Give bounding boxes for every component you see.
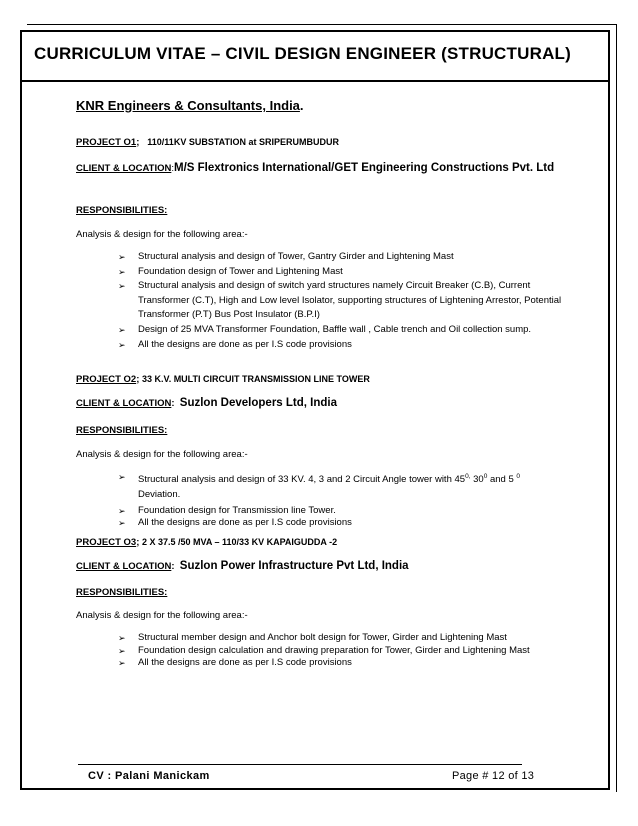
arrowhead-bullet-icon: ➢ [118,339,126,350]
project-1-label: PROJECT O1 [76,137,137,148]
project-3-client [76,560,409,572]
arrowhead-bullet-icon: ➢ [118,266,126,277]
project-3-intro: Analysis & design for the following area:- [76,610,248,621]
project-2-label: PROJECT O2 [76,374,137,385]
project-2-bullet-list [118,470,588,531]
project-3-bullet-list [118,632,588,670]
list-item: ➢ Foundation design for Transmission line Tower. [118,504,588,519]
list-item: ➢ Foundation design of Tower and Lightening Mast [118,265,588,280]
company-suffix: . [299,98,304,113]
title-divider [20,80,610,82]
project-3-heading [76,537,337,548]
list-item: ➢ Structural analysis and design of switch yard structures namely Circuit Breaker (C.B), Current Transformer (C.T), High and Low level Isolator, supporting structures of Lightening Arrestor, Potential Transformer (P.T) Bus Post Insulator (B.P.I) [118,280,562,321]
project-1-responsibilities-label: RESPONSIBILITIES: [76,205,168,216]
arrowhead-bullet-icon: ➢ [118,658,126,669]
list-item: ➢ Structural analysis and design of Tower, Gantry Girder and Lightening Mast [118,250,588,265]
list-item: ➢ All the designs are done as per I.S code provisions [118,657,352,669]
arrowhead-bullet-icon: ➢ [118,517,126,528]
arrowhead-bullet-icon: ➢ [118,645,126,656]
footer-author: CV : Palani Manickam [88,770,210,782]
project-1-client-sep: : [171,163,174,174]
project-3-client-name: Suzlon Power Infrastructure Pvt Ltd, India [179,560,409,572]
list-item: ➢ Design of 25 MVA Transformer Foundation, Baffle wall , Cable trench and Oil collection sump. [118,323,588,338]
project-2-name: 33 K.V. MULTI CIRCUIT TRANSMISSION LINE TOWER [142,374,370,384]
project-1-name: 110/11KV SUBSTATION at SRIPERUMBUDUR [147,137,339,147]
project-2-client-label: CLIENT & LOCATION [76,398,172,409]
company-heading [76,98,304,113]
project-2-sep: ; [136,374,140,385]
project-1-sep: ; [136,137,140,148]
list-item: ➢ All the designs are done as per I.S code provisions [118,516,588,531]
page-number: Page # 12 of 13 [452,770,535,782]
project-3-responsibilities-label: RESPONSIBILITIES: [76,587,168,598]
project-1-client-label: CLIENT & LOCATION [76,163,172,174]
arrowhead-bullet-icon: ➢ [118,324,126,335]
company-name: KNR Engineers & Consultants, India [76,98,300,113]
project-2-client-sep: : [171,398,175,409]
project-2-responsibilities-label: RESPONSIBILITIES: [76,425,168,436]
list-item: ➢ Structural member design and Anchor bolt design for Tower, Girder and Lightening Mast [118,632,507,643]
list-item: ➢ Foundation design calculation and drawing preparation for Tower, Girder and Lightening Mast [118,644,530,656]
project-1-client [76,162,554,174]
footer-divider [78,764,522,765]
project-1-intro: Analysis & design for the following area:- [76,229,248,240]
project-2-client-name: Suzlon Developers Ltd, India [179,397,337,409]
arrowhead-bullet-icon: ➢ [118,506,126,517]
project-3-client-sep: : [171,561,175,572]
project-1-client-name: M/S Flextronics International/GET Engineering Constructions Pvt. Ltd [173,162,555,174]
arrowhead-bullet-icon: ➢ [118,472,126,482]
list-item: ➢ Structural analysis and design of 33 KV. 4, 3 and 2 Circuit Angle tower with $45^{0,}$ $30^0$ and 5 $^0$ Deviation. [118,472,521,500]
project-1-bullet-list [118,250,588,352]
project-2-heading [76,374,370,385]
project-3-label: PROJECT O3 [76,537,137,548]
project-3-sep: ; [136,537,140,548]
arrowhead-bullet-icon: ➢ [118,633,126,643]
list-item: ➢ All the designs are done as per I.S code provisions [118,338,588,353]
project-1-heading [76,137,339,148]
project-2-client [76,397,337,409]
project-3-name: 2 X 37.5 /50 MVA – 110/33 KV KAPAIGUDDA -2 [142,537,338,547]
project-2-intro: Analysis & design for the following area:- [76,449,248,460]
page-title: CURRICULUM VITAE – CIVIL DESIGN ENGINEER (STRUCTURAL) [34,44,571,63]
arrowhead-bullet-icon: ➢ [118,281,126,292]
project-3-client-label: CLIENT & LOCATION [76,561,172,572]
arrowhead-bullet-icon: ➢ [118,252,126,262]
